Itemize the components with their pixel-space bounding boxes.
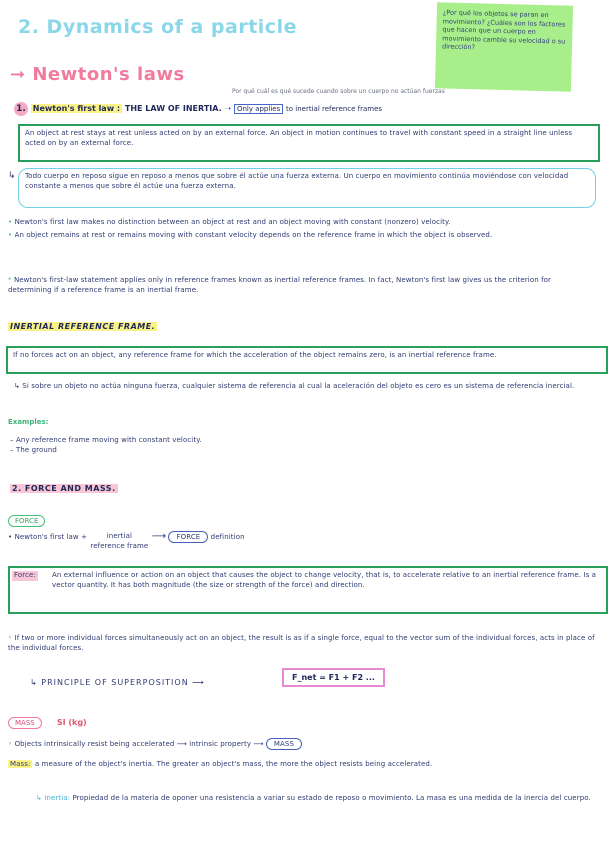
mass-oval: MASS (8, 717, 42, 729)
force-relation (8, 532, 608, 551)
bullet-icon: ◦ (8, 740, 15, 748)
only-applies-note: Only applies (234, 104, 283, 114)
example-text: The ground (15, 445, 57, 454)
return-arrow-icon: ↳ (14, 382, 23, 390)
bullet-icon: • (8, 230, 15, 239)
bullet-text: An object remains at rest or remains moving with constant velocity depends on the reference frame in which the object is observed. (14, 230, 493, 239)
inertial-spanish-text: Si sobre un objeto no actúa ninguna fuerza, cualquier sistema de referencia al cual la aceleración del objeto es cero es un sistema de referencia inercial. (22, 382, 575, 390)
spanish-definition: Todo cuerpo en reposo sigue en reposo a menos que sobre él actúe una fuerza externa. Un cuerpo en movimiento continúa moviéndose con velocidad constante a menos que sobre él actúe una fuerza externa. (25, 172, 569, 190)
first-law-definition-box (18, 124, 600, 162)
intrinsic-property: intrinsic property (189, 740, 252, 748)
list-item: – The ground (10, 445, 57, 454)
list-item: – Any reference frame moving with constant velocity. (10, 436, 202, 444)
bullet-icon: ◦ (8, 634, 15, 642)
superposition-body: If two or more individual forces simultaneously act on an object, the result is as if a single force, equal to the vector sum of the individual forces, acts in place of the individual forces. (8, 634, 595, 652)
mass-definition-text: a measure of the object's inertia. The greater an object's mass, the more the object resists being accelerated. (34, 760, 433, 768)
section-2-heading-text: 2. FORCE AND MASS. (12, 484, 116, 493)
bullet-list (8, 218, 596, 240)
si-unit: SI (kg) (56, 718, 87, 727)
arrow-right-icon: ➞ (10, 64, 33, 85)
inertial-frame-heading-text: INERTIAL REFERENCE FRAME. (10, 322, 156, 331)
bullet-icon: • (8, 218, 15, 226)
mass-line (8, 740, 608, 750)
inertia-definition-text: Propiedad de la materia de oponer una resistencia a variar su estado de reposo o movimiento. La masa es una medida de la inercia del cuerpo. (72, 794, 591, 802)
mass-label: Mass: (10, 760, 31, 768)
inertial-spanish (14, 382, 598, 392)
equation-text: F_net = F1 + F2 ... (292, 673, 375, 682)
inertial-definition-box (6, 346, 608, 374)
principle-label: PRINCIPLE OF SUPERPOSITION (41, 678, 189, 687)
law-of-inertia-label: THE LAW OF INERTIA. (124, 104, 222, 113)
star-note (8, 276, 596, 295)
list-item (8, 218, 596, 228)
relation-left: Newton's first law + (14, 533, 88, 541)
inertial-frame-heading (8, 322, 157, 331)
arrow-right-icon: ⟶ (176, 740, 190, 748)
page-subtitle (10, 64, 185, 85)
arrow-right-icon: ⟶ (151, 531, 167, 542)
examples-list (10, 436, 202, 455)
examples-label: Examples: (8, 418, 49, 426)
mass-oval-2: MASS (266, 738, 302, 750)
return-arrow-icon: ↳ (36, 794, 42, 802)
inertia-label: Inertia: (44, 794, 71, 802)
section-1-heading (14, 102, 382, 116)
top-annotation: Por qué cuál es qué sucede cuando sobre un cuerpo no actúan fuerzas (232, 88, 445, 95)
force-oval-wrap (8, 508, 45, 527)
return-arrow-icon: ↳ (30, 678, 42, 687)
principle-line (30, 678, 205, 688)
force-definition: An external influence or action on an object that causes the object to change velocity, that is, to accelerate relative to an inertial reference frame. Is a vector quantity. It has both magnitude (the size or strength of the force) and direction. (52, 571, 597, 589)
bullet-text: Newton's first law makes no distinction between an object at rest and an object moving with constant (nonzero) velocity. (14, 218, 451, 226)
sticky-note: ¿Por qué los objetos se paran en movimiento? ¿Cuáles son los factores que hacen que un cuerpo en movimiento cambie su velocidad o su dirección? (435, 2, 573, 92)
force-definition-box (8, 566, 608, 614)
mass-definition (8, 760, 608, 770)
mass-line-text: Objects intrinsically resist being accelerated (14, 740, 175, 748)
bullet-icon: • (8, 533, 15, 541)
force-relation-oval: FORCE (168, 531, 208, 543)
star-note-text: Newton's first-law statement applies only in reference frames known as inertial reference frames. In fact, Newton's first law gives us the criterion for determining if a reference frame is an inertial frame. (8, 276, 552, 294)
superposition-equation (282, 668, 385, 687)
return-arrow-icon: ↳ (8, 171, 16, 181)
star-icon: * (8, 276, 14, 284)
list-item (8, 231, 596, 241)
only-applies-rest: to inertial reference frames (286, 105, 383, 113)
arrow-right-icon: ⟶ (253, 740, 266, 748)
spanish-definition-box (18, 168, 596, 208)
relation-right: definition (210, 533, 245, 541)
superposition-text (8, 634, 604, 653)
first-law-definition: An object at rest stays at rest unless acted on by an external force. An object in motion continues to travel with constant speed in a straight line unless acted on by an external force. (25, 129, 573, 147)
section-2-heading (10, 484, 118, 493)
inertial-definition: If no forces act on an object, any reference frame for which the acceleration of the object remains zero, is an inertial reference frame. (13, 351, 497, 359)
force-label: Force: (14, 571, 36, 579)
mass-row (8, 710, 87, 729)
newtons-first-law-label: Newton's first law : (32, 104, 121, 113)
relation-mid: inertial reference frame (90, 532, 149, 550)
inertia-definition (36, 794, 604, 804)
section-number-badge: 1. (14, 102, 28, 116)
arrow-right-icon: ➝ (224, 104, 234, 113)
force-oval: FORCE (8, 515, 45, 527)
subtitle-text: Newton's laws (32, 64, 185, 85)
example-text: Any reference frame moving with constant velocity. (15, 436, 202, 444)
page-title: 2. Dynamics of a particle (18, 16, 297, 38)
arrow-right-icon: ⟶ (192, 678, 205, 687)
